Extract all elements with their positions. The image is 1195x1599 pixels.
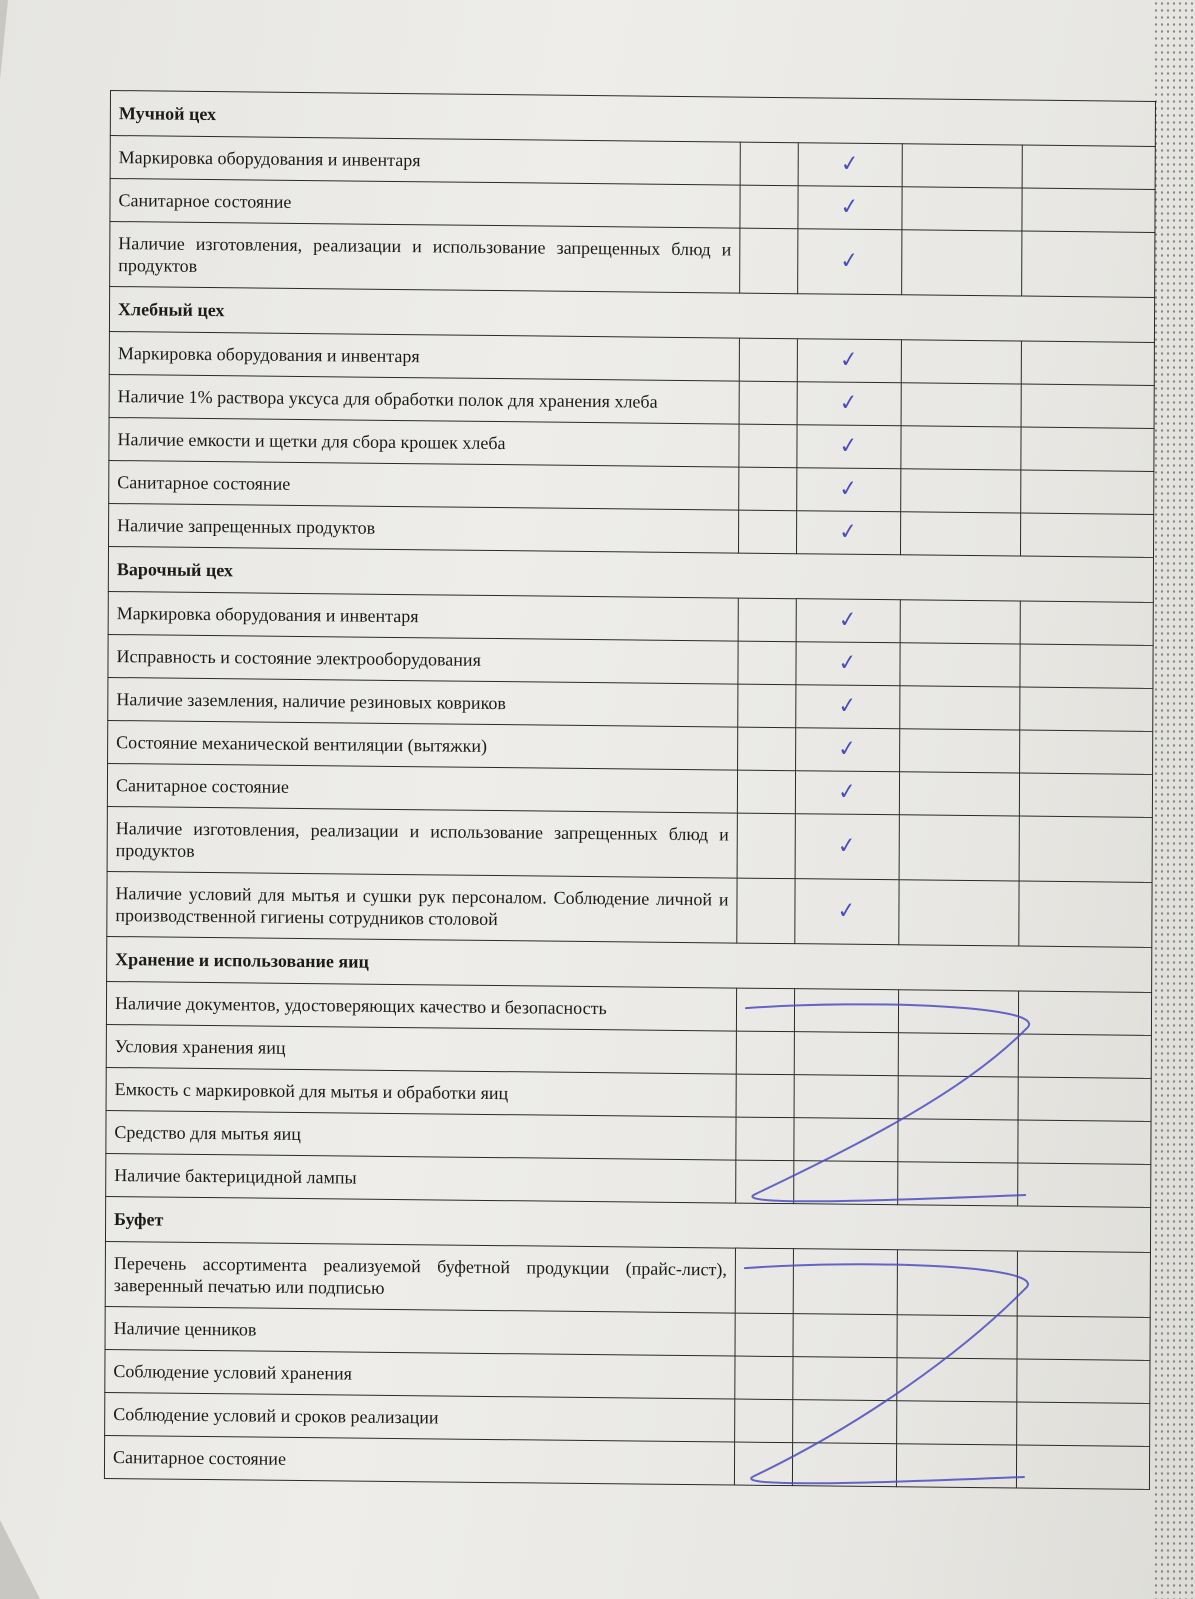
checkmark-icon: ✓: [838, 475, 860, 503]
criterion-label: Маркировка оборудования и инвентаря: [108, 591, 738, 641]
mark-cell-2: [797, 511, 901, 555]
mark-cell-1: [740, 142, 798, 186]
mark-cell-1: [740, 185, 798, 229]
mark-cell-3: [902, 230, 1022, 296]
mark-cell-4: [1022, 145, 1155, 189]
mark-cell-1: [737, 770, 795, 814]
mark-cell-2: [794, 989, 898, 1033]
checkmark-icon: ✓: [838, 518, 859, 546]
mark-cell-2: [798, 143, 902, 187]
mark-cell-1: [739, 467, 797, 511]
mark-cell-3: [896, 1444, 1016, 1488]
mark-cell-4: [1017, 1359, 1150, 1403]
mark-cell-1: [738, 727, 796, 771]
mark-cell-1: [739, 381, 797, 425]
checkmark-icon: ✓: [839, 193, 861, 221]
mark-cell-1: [734, 1442, 792, 1486]
criterion-label: Маркировка оборудования и инвентаря: [110, 136, 740, 186]
mark-cell-4: [1019, 773, 1152, 817]
criterion-label: Перечень ассортимента реализуемой буфетной продукции (прайс-лист), заверенный печатью или подписью: [105, 1241, 735, 1313]
checkmark-icon: ✓: [838, 346, 860, 374]
mark-cell-4: [1018, 1120, 1151, 1164]
mark-cell-2: [796, 642, 900, 686]
mark-cell-1: [735, 1248, 793, 1314]
mark-cell-3: [901, 426, 1021, 470]
criterion-label: Наличие условий для мытья и сушки рук персоналом. Соблюдение личной и производственной гигиены сотрудников столовой: [107, 871, 737, 943]
mark-cell-3: [898, 1162, 1018, 1206]
criterion-label: Емкость с маркировкой для мытья и обработки яиц: [106, 1067, 736, 1117]
mark-cell-2: [798, 186, 902, 230]
checkmark-icon: ✓: [836, 897, 858, 925]
mark-cell-3: [899, 772, 1019, 816]
mark-cell-3: [902, 187, 1022, 231]
mark-cell-4: [1021, 384, 1154, 428]
mark-cell-1: [739, 424, 797, 468]
table-row: [107, 871, 1152, 947]
mark-cell-1: [735, 1399, 793, 1443]
mark-cell-1: [736, 1074, 794, 1118]
section-title: Хлебный цех: [109, 286, 1154, 342]
mark-cell-3: [898, 1076, 1018, 1120]
mark-cell-3: [901, 340, 1021, 384]
mark-cell-3: [897, 1358, 1017, 1402]
checkmark-icon: ✓: [838, 432, 860, 460]
criterion-label: Условия хранения яиц: [106, 1024, 736, 1074]
mark-cell-1: [738, 598, 796, 642]
mark-cell-1: [737, 878, 795, 944]
mark-cell-4: [1022, 188, 1155, 232]
mark-cell-2: [794, 1161, 898, 1205]
mark-cell-4: [1019, 816, 1152, 882]
mark-cell-2: [796, 685, 900, 729]
checklist-body: [104, 91, 1155, 1490]
mark-cell-3: [901, 383, 1021, 427]
mark-cell-1: [736, 988, 794, 1032]
mark-cell-4: [1021, 427, 1154, 471]
mark-cell-1: [738, 641, 796, 685]
criterion-label: Наличие заземления, наличие резиновых ковриков: [108, 677, 738, 727]
checkmark-icon: ✓: [837, 735, 859, 763]
section-title: Варочный цех: [108, 546, 1153, 602]
mark-cell-2: [794, 1075, 898, 1119]
section-title: Хранение и использование яиц: [107, 936, 1152, 992]
criterion-label: Санитарное состояние: [109, 460, 739, 510]
criterion-label: Наличие емкости и щетки для сбора крошек хлеба: [109, 417, 739, 467]
mark-cell-1: [739, 338, 797, 382]
mark-cell-2: [793, 1400, 897, 1444]
mark-cell-3: [902, 144, 1022, 188]
criterion-label: Санитарное состояние: [104, 1435, 734, 1485]
mark-cell-4: [1021, 341, 1154, 385]
mark-cell-4: [1017, 1402, 1150, 1446]
mark-cell-4: [1017, 1316, 1150, 1360]
criterion-label: Средство для мытья яиц: [106, 1110, 736, 1160]
mark-cell-2: [794, 1032, 898, 1076]
section-title: Мучной цех: [110, 91, 1155, 147]
mark-cell-2: [793, 1314, 897, 1358]
checkmark-icon: ✓: [837, 692, 859, 720]
checklist-table: [104, 90, 1156, 1490]
table-row: [105, 1241, 1150, 1317]
mark-cell-4: [1018, 1034, 1151, 1078]
mark-cell-4: [1022, 231, 1155, 297]
mark-cell-1: [735, 1313, 793, 1357]
table-row: [107, 806, 1152, 882]
criterion-label: Наличие 1% раствора уксуса для обработки полок для хранения хлеба: [109, 374, 739, 424]
mark-cell-3: [899, 880, 1019, 946]
mark-cell-3: [898, 1033, 1018, 1077]
mark-cell-3: [898, 990, 1018, 1034]
criterion-label: Санитарное состояние: [110, 179, 740, 229]
mark-cell-1: [737, 813, 795, 879]
mark-cell-3: [899, 815, 1019, 881]
mark-cell-4: [1021, 470, 1154, 514]
mark-cell-2: [798, 229, 902, 295]
mark-cell-4: [1020, 601, 1153, 645]
mark-cell-2: [796, 599, 900, 643]
mark-cell-2: [792, 1443, 896, 1487]
mark-cell-2: [793, 1249, 897, 1315]
criterion-label: Наличие документов, удостоверяющих качество и безопасность: [106, 981, 736, 1031]
mark-cell-3: [898, 1119, 1018, 1163]
mark-cell-3: [901, 512, 1021, 556]
mark-cell-2: [795, 879, 899, 945]
mark-cell-2: [793, 1357, 897, 1401]
mark-cell-2: [797, 425, 901, 469]
checkmark-icon: ✓: [839, 247, 861, 275]
mark-cell-2: [795, 814, 899, 880]
criterion-label: Исправность и состояние электрооборудования: [108, 634, 738, 684]
mark-cell-2: [797, 339, 901, 383]
mark-cell-1: [740, 228, 798, 294]
mark-cell-4: [1018, 1077, 1151, 1121]
scanner-edge-noise: [1153, 0, 1195, 1599]
mark-cell-3: [897, 1401, 1017, 1445]
criterion-label: Наличие ценников: [105, 1306, 735, 1356]
criterion-label: Наличие изготовления, реализации и использование запрещенных блюд и продуктов: [107, 806, 737, 878]
mark-cell-3: [900, 643, 1020, 687]
criterion-label: Маркировка оборудования и инвентаря: [109, 331, 739, 381]
criterion-label: Санитарное состояние: [107, 763, 737, 813]
criterion-label: Наличие изготовления, реализации и использование запрещенных блюд и продуктов: [110, 222, 740, 294]
mark-cell-2: [796, 728, 900, 772]
checkmark-icon: ✓: [836, 832, 858, 860]
mark-cell-4: [1017, 1251, 1150, 1317]
criterion-label: Наличие бактерицидной лампы: [106, 1153, 736, 1203]
mark-cell-1: [736, 1031, 794, 1075]
mark-cell-2: [794, 1118, 898, 1162]
mark-cell-1: [739, 510, 797, 554]
mark-cell-4: [1018, 1163, 1151, 1207]
criterion-label: Состояние механической вентиляции (вытяжки): [108, 720, 738, 770]
mark-cell-3: [900, 600, 1020, 644]
criterion-label: Соблюдение условий хранения: [105, 1349, 735, 1399]
mark-cell-2: [795, 771, 899, 815]
criterion-label: Соблюдение условий и сроков реализации: [105, 1392, 735, 1442]
mark-cell-3: [900, 686, 1020, 730]
mark-cell-4: [1018, 991, 1151, 1035]
mark-cell-4: [1019, 881, 1152, 947]
checkmark-icon: ✓: [837, 606, 859, 634]
mark-cell-3: [897, 1315, 1017, 1359]
mark-cell-1: [736, 1117, 794, 1161]
mark-cell-4: [1020, 687, 1153, 731]
mark-cell-4: [1020, 513, 1153, 557]
checkmark-icon: ✓: [837, 649, 859, 677]
checkmark-icon: ✓: [838, 389, 860, 417]
mark-cell-3: [897, 1250, 1017, 1316]
checkmark-icon: ✓: [836, 778, 858, 806]
table-row: [110, 222, 1155, 298]
mark-cell-4: [1020, 644, 1153, 688]
mark-cell-1: [736, 1160, 794, 1204]
section-title: Буфет: [105, 1196, 1150, 1252]
mark-cell-4: [1016, 1445, 1149, 1489]
checklist-table-wrap: [104, 90, 1155, 1490]
mark-cell-1: [735, 1356, 793, 1400]
checkmark-icon: ✓: [839, 150, 861, 178]
mark-cell-1: [738, 684, 796, 728]
criterion-label: Наличие запрещенных продуктов: [109, 503, 739, 553]
mark-cell-2: [797, 468, 901, 512]
mark-cell-3: [901, 469, 1021, 513]
mark-cell-2: [797, 382, 901, 426]
mark-cell-4: [1020, 730, 1153, 774]
mark-cell-3: [900, 729, 1020, 773]
